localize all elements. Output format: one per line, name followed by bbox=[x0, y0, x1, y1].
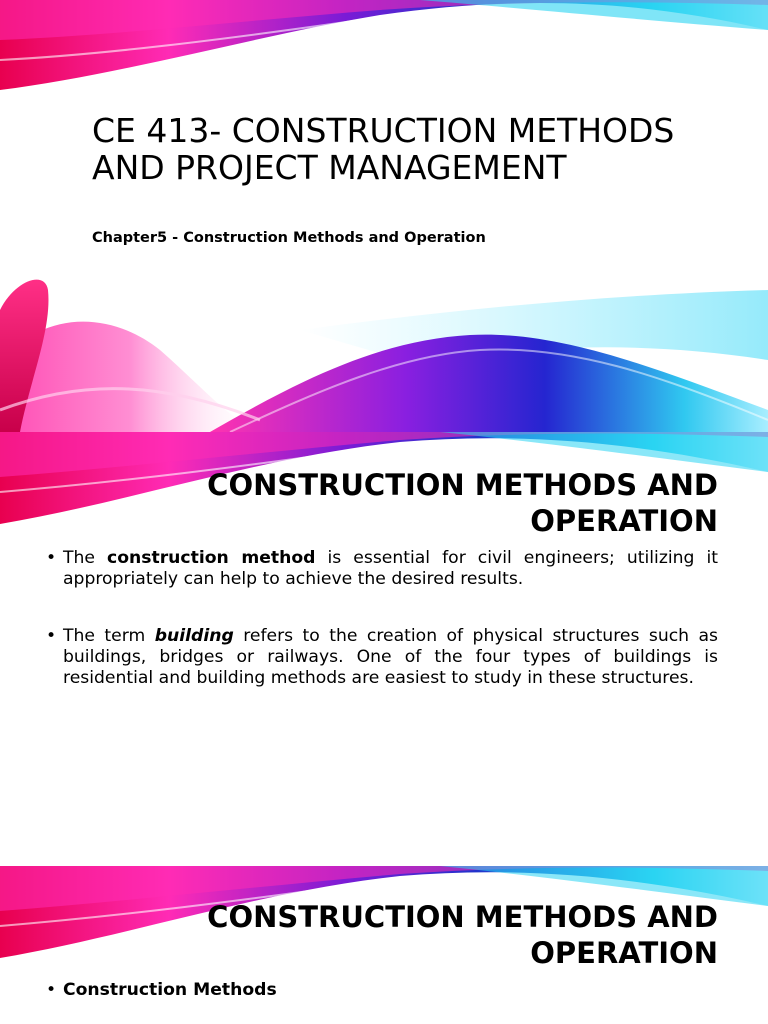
bullet-item bbox=[46, 548, 718, 590]
slide-heading: CONSTRUCTION METHODS AND OPERATION bbox=[207, 468, 718, 538]
bullet-text-post: is essential for civil engineers; utilizing it appropriately can help to achieve the desired results. bbox=[63, 548, 718, 589]
bullet-emphasis: building bbox=[154, 626, 234, 646]
bullet-glyph: • bbox=[46, 980, 57, 1000]
bullet-emphasis: Construction Methods bbox=[63, 980, 277, 1000]
bullet-item bbox=[46, 980, 718, 1001]
bullet-text-pre: The bbox=[63, 548, 108, 568]
bullet-glyph: • bbox=[46, 548, 57, 568]
slide-heading: CONSTRUCTION METHODS AND OPERATION bbox=[207, 900, 718, 970]
content-slide-1 bbox=[0, 432, 768, 866]
top-swoosh-ribbon bbox=[0, 0, 768, 100]
bullet-emphasis: construction method bbox=[107, 548, 316, 568]
content-slide-2 bbox=[0, 866, 768, 1024]
bullet-text-pre: The term bbox=[63, 626, 155, 646]
title-slide bbox=[0, 0, 768, 432]
bullet-item bbox=[46, 626, 718, 689]
bullet-list bbox=[46, 548, 718, 725]
presentation-title: CE 413- CONSTRUCTION METHODS AND PROJECT MANAGEMENT bbox=[92, 111, 675, 187]
bullet-glyph: • bbox=[46, 626, 57, 646]
bullet-list bbox=[46, 980, 718, 1024]
presentation-subtitle: Chapter5 - Construction Methods and Operation bbox=[92, 230, 486, 246]
bottom-swoosh-ribbon bbox=[0, 270, 768, 432]
bullet-text-post: refers to the creation of physical structures such as buildings, bridges or railways. One of the four types of buildings is residential and building methods are easiest to study in these structures. bbox=[63, 626, 718, 688]
